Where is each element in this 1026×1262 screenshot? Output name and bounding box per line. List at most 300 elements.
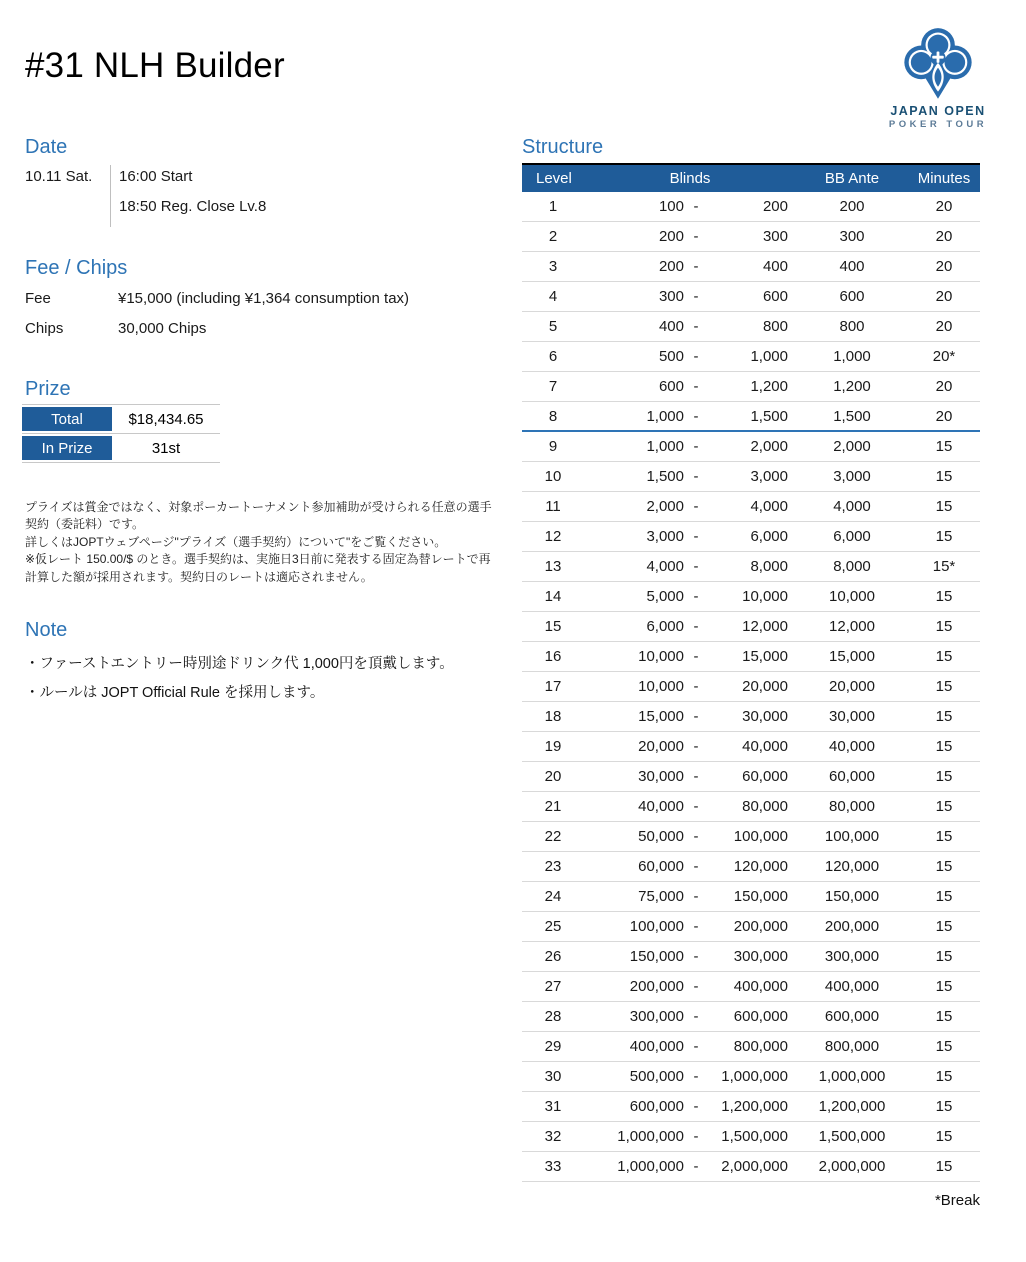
blinds-separator: - [693, 918, 699, 935]
level-cell: 4 [548, 288, 558, 305]
blinds-separator: - [693, 858, 699, 875]
level-cell: 15 [544, 618, 562, 635]
big-blind: 600 [762, 288, 788, 305]
small-blind: 300,000 [629, 1008, 684, 1025]
blinds-cell [584, 588, 796, 605]
bb-ante-cell: 3,000 [833, 468, 871, 485]
prize-heading: Prize [25, 378, 71, 400]
small-blind: 500,000 [629, 1068, 684, 1085]
minutes-cell: 15 [935, 588, 953, 605]
blinds-separator: - [693, 288, 699, 305]
minutes-cell: 20 [935, 198, 953, 215]
level-cell: 11 [545, 498, 561, 515]
minutes-cell: 15 [935, 738, 953, 755]
bb-ante-cell: 300 [839, 228, 865, 245]
minutes-cell: 15 [935, 1098, 953, 1115]
bb-ante-cell: 40,000 [829, 738, 875, 755]
small-blind: 600,000 [629, 1098, 684, 1115]
big-blind: 60,000 [742, 768, 788, 785]
bb-ante-cell: 6,000 [833, 528, 871, 545]
small-blind: 3,000 [646, 528, 684, 545]
structure-row [522, 912, 980, 942]
structure-row [522, 372, 980, 402]
small-blind: 1,000,000 [617, 1128, 684, 1145]
small-blind: 75,000 [638, 888, 684, 905]
level-cell: 26 [544, 948, 562, 965]
level-cell: 28 [544, 1008, 562, 1025]
bb-ante-cell: 1,200 [833, 378, 871, 395]
level-cell: 2 [548, 228, 558, 245]
date-heading: Date [25, 136, 68, 158]
big-blind: 40,000 [742, 738, 788, 755]
small-blind: 400 [658, 318, 684, 335]
minutes-cell: 20 [935, 318, 953, 335]
minutes-cell: 15 [935, 708, 953, 725]
big-blind: 150,000 [733, 888, 788, 905]
small-blind: 10,000 [638, 678, 684, 695]
structure-table-body [522, 192, 980, 1182]
level-cell: 1 [548, 198, 558, 215]
minutes-cell: 20 [935, 378, 953, 395]
small-blind: 200,000 [629, 978, 684, 995]
big-blind: 10,000 [742, 588, 788, 605]
prize-table [22, 404, 220, 463]
blinds-separator: - [693, 498, 699, 515]
bb-ante-cell: 60,000 [829, 768, 875, 785]
blinds-cell [584, 558, 796, 575]
big-blind: 15,000 [742, 648, 788, 665]
structure-row [522, 582, 980, 612]
big-blind: 2,000 [750, 438, 788, 455]
minutes-cell: 15 [935, 858, 953, 875]
level-cell: 7 [548, 378, 558, 395]
jopt-logo [878, 26, 998, 130]
small-blind: 500 [658, 348, 684, 365]
minutes-cell: 15 [935, 948, 953, 965]
level-cell: 6 [548, 348, 558, 365]
small-blind: 4,000 [646, 558, 684, 575]
blinds-cell [584, 828, 796, 845]
prize-inprize-value: 31st [151, 439, 181, 457]
blinds-separator: - [693, 948, 699, 965]
prize-disclaimer-line-3: ※仮レート 150.00/$ のとき。選手契約は、実施日3日前に発表する固定為替レートで再計算した額が採用されます。契約日のレートは適応されません。 [25, 552, 491, 584]
prize-total-label: Total [22, 405, 112, 433]
blinds-cell [584, 198, 796, 215]
structure-row [522, 732, 980, 762]
bb-ante-cell: 150,000 [824, 888, 880, 905]
logo-text-poker-tour: POKER TOUR [888, 119, 988, 130]
fee-label: Fee [25, 290, 51, 307]
date-divider [110, 165, 111, 227]
small-blind: 1,000,000 [617, 1158, 684, 1175]
level-cell: 32 [544, 1128, 562, 1145]
blinds-separator: - [693, 978, 699, 995]
blinds-separator: - [693, 828, 699, 845]
minutes-cell: 15 [935, 828, 953, 845]
small-blind: 300 [658, 288, 684, 305]
bb-ante-cell: 2,000 [833, 438, 871, 455]
structure-row [522, 522, 980, 552]
bb-ante-cell: 100,000 [824, 828, 880, 845]
big-blind: 2,000,000 [721, 1158, 788, 1175]
note-item: ・ルールは JOPT Official Rule を採用します。 [25, 685, 325, 701]
bb-ante-cell: 1,500,000 [818, 1128, 886, 1145]
minutes-cell: 20* [932, 348, 956, 365]
level-cell: 20 [544, 768, 562, 785]
big-blind: 20,000 [742, 678, 788, 695]
blinds-cell [584, 1158, 796, 1175]
level-cell: 31 [544, 1098, 562, 1115]
blinds-separator: - [693, 648, 699, 665]
blinds-cell [584, 1128, 796, 1145]
level-cell: 17 [544, 678, 562, 695]
bb-ante-cell: 600,000 [824, 1008, 880, 1025]
structure-row [522, 312, 980, 342]
structure-table [522, 163, 980, 1182]
level-cell: 5 [548, 318, 558, 335]
big-blind: 120,000 [733, 858, 788, 875]
minutes-cell: 15 [935, 798, 953, 815]
blinds-cell [584, 378, 796, 395]
blinds-cell [584, 678, 796, 695]
prize-inprize-row [22, 434, 220, 463]
small-blind: 15,000 [638, 708, 684, 725]
chips-label: Chips [25, 320, 64, 337]
structure-row [522, 552, 980, 582]
blinds-separator: - [693, 678, 699, 695]
level-cell: 18 [544, 708, 562, 725]
blinds-cell [584, 258, 796, 275]
structure-row [522, 1122, 980, 1152]
big-blind: 80,000 [742, 798, 788, 815]
minutes-cell: 15 [935, 648, 953, 665]
bb-ante-cell: 1,200,000 [818, 1098, 886, 1115]
level-cell: 12 [544, 528, 562, 545]
level-cell: 9 [548, 438, 558, 455]
blinds-separator: - [693, 888, 699, 905]
column-header-bb-ante: BB Ante [824, 170, 880, 187]
big-blind: 200,000 [733, 918, 788, 935]
structure-row [522, 972, 980, 1002]
blinds-separator: - [693, 438, 699, 455]
blinds-separator: - [693, 378, 699, 395]
big-blind: 1,000,000 [721, 1068, 788, 1085]
blinds-cell [584, 738, 796, 755]
small-blind: 5,000 [646, 588, 684, 605]
level-cell: 3 [548, 258, 558, 275]
level-cell: 27 [544, 978, 562, 995]
minutes-cell: 15 [935, 618, 953, 635]
small-blind: 100 [658, 198, 684, 215]
start-time: 16:00 Start [119, 168, 193, 185]
big-blind: 400,000 [733, 978, 788, 995]
small-blind: 2,000 [646, 498, 684, 515]
bb-ante-cell: 400 [839, 258, 865, 275]
blinds-separator: - [693, 1158, 699, 1175]
minutes-cell: 15 [935, 498, 953, 515]
small-blind: 400,000 [629, 1038, 684, 1055]
blinds-cell [584, 888, 796, 905]
big-blind: 300,000 [733, 948, 788, 965]
small-blind: 1,000 [646, 407, 684, 425]
prize-disclaimer-line-1: プライズは賞金ではなく、対象ポーカートーナメント参加補助が受けられる任意の選手契約（委託料）です。 [25, 500, 492, 532]
small-blind: 60,000 [638, 858, 684, 875]
minutes-cell: 15 [935, 1008, 953, 1025]
blinds-cell [584, 1098, 796, 1115]
reg-close-time: 18:50 Reg. Close Lv.8 [119, 198, 267, 215]
big-blind: 300 [762, 228, 788, 245]
minutes-cell: 15* [932, 558, 956, 575]
big-blind: 12,000 [742, 618, 788, 635]
blinds-cell [584, 408, 796, 425]
small-blind: 200 [658, 228, 684, 245]
blinds-separator: - [693, 528, 699, 545]
level-cell: 8 [548, 407, 558, 425]
prize-disclaimer [25, 499, 497, 586]
level-cell: 24 [544, 888, 562, 905]
small-blind: 6,000 [646, 618, 684, 635]
break-footnote: *Break [934, 1192, 980, 1209]
blinds-cell [584, 348, 796, 365]
structure-row [522, 402, 980, 432]
column-header-minutes: Minutes [917, 170, 971, 187]
minutes-cell: 15 [935, 888, 953, 905]
note-list [25, 650, 454, 708]
blinds-separator: - [693, 1008, 699, 1025]
blinds-separator: - [693, 618, 699, 635]
bb-ante-cell: 80,000 [829, 798, 875, 815]
structure-row [522, 882, 980, 912]
blinds-separator: - [693, 228, 699, 245]
big-blind: 1,500 [750, 407, 788, 425]
blinds-separator: - [693, 407, 699, 425]
prize-inprize-label: In Prize [22, 434, 112, 462]
structure-row [522, 672, 980, 702]
small-blind: 1,500 [646, 468, 684, 485]
structure-row [522, 822, 980, 852]
minutes-cell: 15 [935, 468, 953, 485]
structure-row [522, 492, 980, 522]
prize-total-row [22, 405, 220, 434]
blinds-cell [584, 1008, 796, 1025]
column-header-level: Level [536, 170, 572, 187]
blinds-cell [584, 288, 796, 305]
blinds-cell [584, 1068, 796, 1085]
small-blind: 150,000 [629, 948, 684, 965]
club-icon [878, 26, 998, 102]
blinds-separator: - [693, 258, 699, 275]
big-blind: 8,000 [750, 558, 788, 575]
structure-row [522, 852, 980, 882]
column-header-blinds: Blinds [669, 170, 711, 187]
minutes-cell: 15 [935, 1158, 953, 1175]
blinds-separator: - [693, 768, 699, 785]
blinds-separator: - [693, 318, 699, 335]
big-blind: 200 [762, 198, 788, 215]
level-cell: 21 [544, 798, 562, 815]
logo-text-japan-open: JAPAN OPEN [890, 104, 986, 118]
minutes-cell: 15 [935, 918, 953, 935]
blinds-separator: - [693, 798, 699, 815]
structure-row [522, 192, 980, 222]
level-cell: 33 [544, 1158, 562, 1175]
bb-ante-cell: 200 [839, 198, 865, 215]
level-cell: 16 [544, 648, 562, 665]
blinds-cell [584, 768, 796, 785]
blinds-cell [584, 708, 796, 725]
blinds-cell [584, 228, 796, 245]
structure-heading: Structure [522, 136, 604, 158]
minutes-cell: 15 [935, 528, 953, 545]
level-cell: 19 [544, 738, 562, 755]
bb-ante-cell: 800 [839, 318, 865, 335]
blinds-cell [584, 858, 796, 875]
small-blind: 10,000 [638, 648, 684, 665]
bb-ante-cell: 600 [839, 288, 865, 305]
level-cell: 10 [544, 468, 562, 485]
minutes-cell: 15 [935, 1128, 953, 1145]
structure-row [522, 1152, 980, 1182]
fee-value: ¥15,000 (including ¥1,364 consumption tax) [118, 290, 410, 307]
small-blind: 20,000 [638, 738, 684, 755]
chips-value: 30,000 Chips [118, 320, 207, 337]
blinds-cell [584, 438, 796, 455]
level-cell: 14 [544, 588, 562, 605]
small-blind: 1,000 [646, 438, 684, 455]
structure-row [522, 1032, 980, 1062]
date-value: 10.11 Sat. [25, 168, 93, 185]
bb-ante-cell: 12,000 [829, 618, 875, 635]
bb-ante-cell: 2,000,000 [818, 1158, 886, 1175]
blinds-separator: - [693, 738, 699, 755]
big-blind: 800 [762, 318, 788, 335]
big-blind: 30,000 [742, 708, 788, 725]
blinds-separator: - [693, 558, 699, 575]
structure-row [522, 1092, 980, 1122]
level-cell: 23 [544, 858, 562, 875]
big-blind: 400 [762, 258, 788, 275]
big-blind: 1,500,000 [721, 1128, 788, 1145]
note-item: ・ファーストエントリー時別途ドリンク代 1,000円を頂戴します。 [25, 656, 454, 672]
small-blind: 30,000 [638, 768, 684, 785]
bb-ante-cell: 4,000 [833, 498, 871, 515]
blinds-separator: - [693, 1098, 699, 1115]
structure-row [522, 342, 980, 372]
small-blind: 600 [658, 378, 684, 395]
small-blind: 200 [658, 258, 684, 275]
structure-row [522, 762, 980, 792]
big-blind: 1,200 [750, 378, 788, 395]
level-cell: 13 [544, 558, 562, 575]
big-blind: 800,000 [733, 1038, 788, 1055]
prize-total-value: $18,434.65 [128, 410, 204, 428]
prize-disclaimer-line-2: 詳しくはJOPTウェブページ"プライズ（選手契約）について"をご覧ください。 [25, 534, 447, 549]
structure-row [522, 432, 980, 462]
small-blind: 100,000 [629, 918, 684, 935]
blinds-separator: - [693, 198, 699, 215]
minutes-cell: 15 [935, 1068, 953, 1085]
minutes-cell: 15 [935, 678, 953, 695]
structure-row [522, 642, 980, 672]
blinds-cell [584, 498, 796, 515]
small-blind: 50,000 [638, 828, 684, 845]
bb-ante-cell: 10,000 [829, 588, 875, 605]
bb-ante-cell: 15,000 [829, 648, 875, 665]
blinds-cell [584, 528, 796, 545]
bb-ante-cell: 200,000 [824, 918, 880, 935]
minutes-cell: 15 [935, 1038, 953, 1055]
big-blind: 100,000 [733, 828, 788, 845]
blinds-cell [584, 978, 796, 995]
structure-row [522, 1062, 980, 1092]
bb-ante-cell: 1,000,000 [818, 1068, 886, 1085]
structure-row [522, 792, 980, 822]
blinds-cell [584, 948, 796, 965]
blinds-cell [584, 918, 796, 935]
structure-row [522, 942, 980, 972]
minutes-cell: 20 [935, 288, 953, 305]
minutes-cell: 15 [935, 978, 953, 995]
minutes-cell: 15 [935, 768, 953, 785]
big-blind: 4,000 [750, 498, 788, 515]
minutes-cell: 20 [935, 228, 953, 245]
minutes-cell: 15 [935, 438, 953, 455]
blinds-separator: - [693, 1128, 699, 1145]
bb-ante-cell: 30,000 [829, 708, 875, 725]
structure-row [522, 612, 980, 642]
blinds-separator: - [693, 468, 699, 485]
bb-ante-cell: 800,000 [824, 1038, 880, 1055]
minutes-cell: 20 [935, 258, 953, 275]
big-blind: 600,000 [733, 1008, 788, 1025]
minutes-cell: 20 [935, 407, 953, 425]
structure-row [522, 282, 980, 312]
blinds-separator: - [693, 588, 699, 605]
big-blind: 1,000 [750, 348, 788, 365]
fee-chips-heading: Fee / Chips [25, 257, 128, 279]
blinds-cell [584, 648, 796, 665]
level-cell: 29 [544, 1038, 562, 1055]
bb-ante-cell: 1,000 [833, 348, 871, 365]
bb-ante-cell: 120,000 [824, 858, 880, 875]
page-title: #31 NLH Builder [25, 46, 285, 85]
big-blind: 6,000 [750, 528, 788, 545]
level-cell: 22 [544, 828, 562, 845]
structure-row [522, 702, 980, 732]
structure-row [522, 222, 980, 252]
level-cell: 30 [544, 1068, 562, 1085]
blinds-cell [584, 798, 796, 815]
structure-table-header [522, 165, 980, 192]
structure-row [522, 252, 980, 282]
blinds-separator: - [693, 708, 699, 725]
note-heading: Note [25, 619, 68, 641]
small-blind: 40,000 [638, 798, 684, 815]
bb-ante-cell: 400,000 [824, 978, 880, 995]
blinds-separator: - [693, 1068, 699, 1085]
blinds-cell [584, 618, 796, 635]
blinds-cell [584, 318, 796, 335]
bb-ante-cell: 8,000 [833, 558, 871, 575]
bb-ante-cell: 300,000 [824, 948, 880, 965]
big-blind: 3,000 [750, 468, 788, 485]
structure-row [522, 462, 980, 492]
blinds-cell [584, 468, 796, 485]
level-cell: 25 [544, 918, 562, 935]
structure-row [522, 1002, 980, 1032]
blinds-separator: - [693, 1038, 699, 1055]
big-blind: 1,200,000 [721, 1098, 788, 1115]
